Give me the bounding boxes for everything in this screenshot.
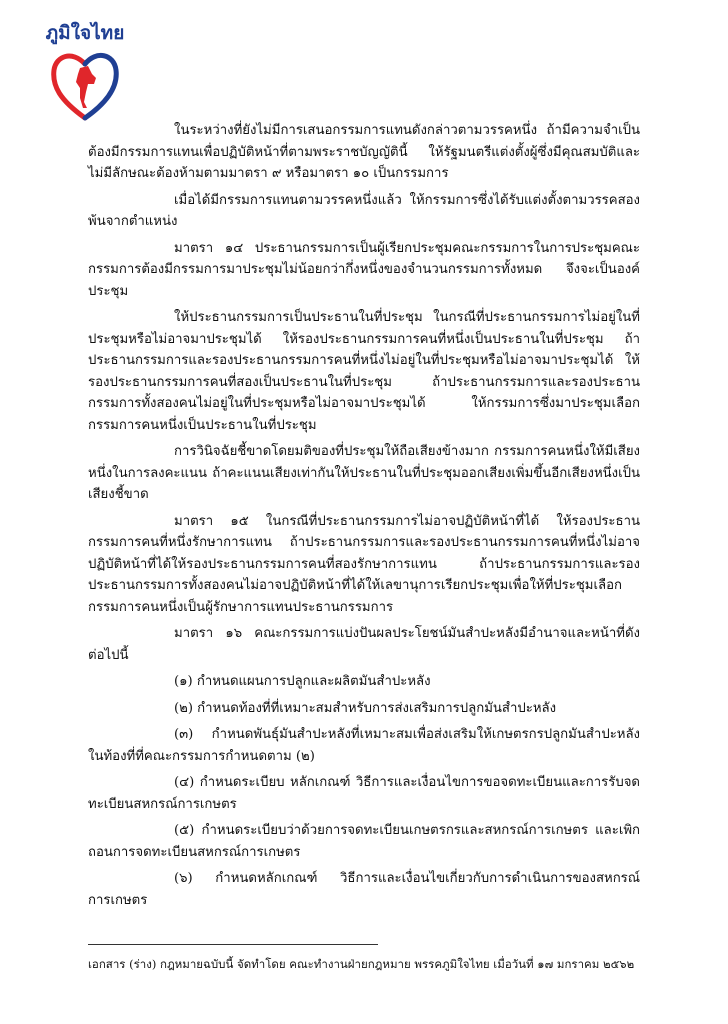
list-item: (๒) กำหนดท้องที่ที่เหมาะสมสำหรับการส่งเสริมการปลูกมันสำปะหลัง [174, 700, 557, 716]
heart-map-icon [50, 48, 120, 122]
paragraph: ให้ประธานกรรมการเป็นประธานในที่ประชุม ในกรณีที่ประธานกรรมการไม่อยู่ในที่ประชุมหรือไม่อาจมาประชุมได้ ให้รองประธานกรรมการคนที่หนึ่งเป็นประธานในที่ประชุม ถ้าประธานกรรมการและรองประธานกรรมการคนที่หนึ่งไม่อยู่ในที่ประชุมหรือไม่อาจมาประชุมได้ ให้รองประธานกรรมการคนที่สองเป็นประธานในที่ประชุม ถ้าประธานกรรมการและรองประธานกรรมการทั้งสองคนไม่อยู่ในที่ประชุมหรือไม่อาจมาประชุมได้ ให้กรรมการซึ่งมาประชุมเลือกกรรมการคนหนึ่งเป็นประธานในที่ประชุม [88, 310, 640, 433]
paragraph: เมื่อได้มีกรรมการแทนตามวรรคหนึ่งแล้ว ให้กรรมการซึ่งได้รับแต่งตั้งตามวรรคสองพ้นจากตำแหน่ง [88, 192, 640, 229]
logo-text: ภูมิใจไทย [45, 22, 125, 44]
document-body [88, 120, 640, 916]
footer-note: เอกสาร (ร่าง) กฎหมายฉบับนี้ จัดทำโดย คณะทำงานฝ่ายกฎหมาย พรรคภูมิใจไทย เมื่อวันที่ ๑๗ มกราคม ๒๕๖๒ [88, 957, 635, 971]
list-item: (๔) กำหนดระเบียบ หลักเกณฑ์ วิธีการและเงื่อนไขการขอจดทะเบียนและการรับจดทะเบียนสหกรณ์การเกษตร [88, 775, 640, 812]
footer-divider [88, 944, 378, 945]
list-item: (๑) กำหนดแผนการปลูกและผลิตมันสำปะหลัง [174, 674, 431, 689]
list-item: (๕) กำหนดระเบียบว่าด้วยการจดทะเบียนเกษตรกรและสหกรณ์การเกษตร และเพิกถอนการจดทะเบียนสหกรณ์การเกษตร [88, 823, 640, 860]
party-logo [40, 12, 130, 124]
paragraph-section-15: มาตรา ๑๕ ในกรณีที่ประธานกรรมการไม่อาจปฏิบัติหน้าที่ได้ ให้รองประธานกรรมการคนที่หนึ่งรักษาการแทน ถ้าประธานกรรมการและรองประธานกรรมการคนที่หนึ่งไม่อาจปฏิบัติหน้าที่ได้ให้รองประธานกรรมการคนที่สองรักษาการแทน ถ้าประธานกรรมการและรองประธานกรรมการทั้งสองคนไม่อาจปฏิบัติหน้าที่ได้ให้เลขานุการเรียกประชุมเพื่อให้ที่ประชุมเลือกกรรมการคนหนึ่งเป็นผู้รักษาการแทนประธานกรรมการ [88, 513, 640, 615]
paragraph-section-16: มาตรา ๑๖ คณะกรรมการแบ่งปันผลประโยชน์มันสำปะหลังมีอำนาจและหน้าที่ดังต่อไปนี้ [88, 626, 640, 663]
list-item: (๓) กำหนดพันธุ์มันสำปะหลังที่เหมาะสมเพื่อส่งเสริมให้เกษตรกรปลูกมันสำปะหลังในท้องที่ที่คณะกรรมการกำหนดตาม (๒) [88, 727, 640, 764]
paragraph: การวินิจฉัยชี้ขาดโดยมติของที่ประชุมให้ถือเสียงข้างมาก กรรมการคนหนึ่งให้มีเสียงหนึ่งในการลงคะแนน ถ้าคะแนนเสียงเท่ากันให้ประธานในที่ประชุมออกเสียงเพิ่มขึ้นอีกเสียงหนึ่งเป็นเสียงชี้ขาด [88, 444, 640, 502]
list-item: (๖) กำหนดหลักเกณฑ์ วิธีการและเงื่อนไขเกี่ยวกับการดำเนินการของสหกรณ์การเกษตร [88, 871, 640, 908]
paragraph: ในระหว่างที่ยังไม่มีการเสนอกรรมการแทนดังกล่าวตามวรรคหนึ่ง ถ้ามีความจำเป็นต้องมีกรรมการแทนเพื่อปฏิบัติหน้าที่ตามพระราชบัญญัตินี้ ให้รัฐมนตรีแต่งตั้งผู้ซึ่งมีคุณสมบัติและไม่มีลักษณะต้องห้ามตามมาตรา ๙ หรือมาตรา ๑๐ เป็นกรรมการ [88, 123, 640, 181]
paragraph-section-14: มาตรา ๑๔ ประธานกรรมการเป็นผู้เรียกประชุมคณะกรรมการในการประชุมคณะกรรมการต้องมีกรรมการมาประชุมไม่น้อยกว่ากึ่งหนึ่งของจำนวนกรรมการทั้งหมด จึงจะเป็นองค์ประชุม [88, 240, 640, 299]
